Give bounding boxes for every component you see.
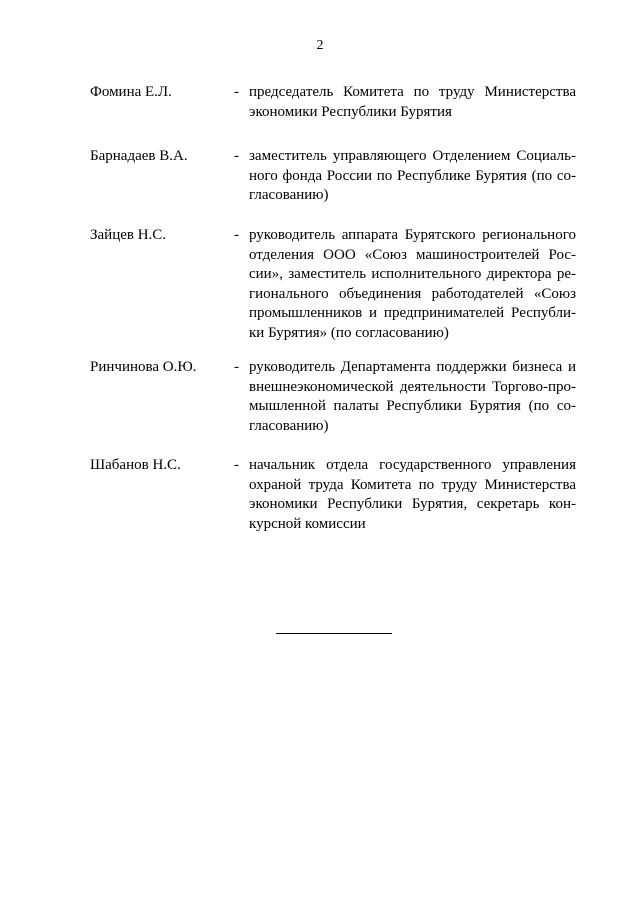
member-dash: - [234, 84, 239, 100]
page-number: 2 [316, 38, 324, 53]
member-role: начальник отдела государственного управления охраной труда Комитета по труду Министерства экономики Республики Бурятия, секретарь конкурсной комиссии [249, 457, 576, 532]
member-name: Барнадаев В.А. [90, 148, 188, 164]
member-name: Ринчинова О.Ю. [90, 359, 197, 375]
member-name: Шабанов Н.С. [90, 457, 181, 473]
member-role: заместитель управляющего Отделением Социального фонда России по Республике Бурятия (по согласованию) [249, 148, 576, 203]
member-role: руководитель Департамента поддержки бизнеса и внешнеэкономической деятельности Торгово-промышленной палаты Республики Бурятия (по согласованию) [249, 359, 576, 434]
member-role: руководитель аппарата Бурятского регионального отделения ООО «Союз машиностроителей России», заместитель исполнительного директора регионального объединения работодателей «Союз промышленников и предпринимателей Республики Бурятия» (по согласованию) [249, 227, 576, 341]
member-dash: - [234, 148, 239, 164]
member-role: председатель Комитета по труду Министерства экономики Республики Бурятия [249, 84, 576, 120]
closing-divider-line [276, 633, 392, 634]
member-name: Зайцев Н.С. [90, 227, 167, 243]
member-name: Фомина Е.Л. [90, 84, 172, 100]
member-dash: - [234, 359, 239, 375]
member-dash: - [234, 457, 239, 473]
member-dash: - [234, 227, 239, 243]
